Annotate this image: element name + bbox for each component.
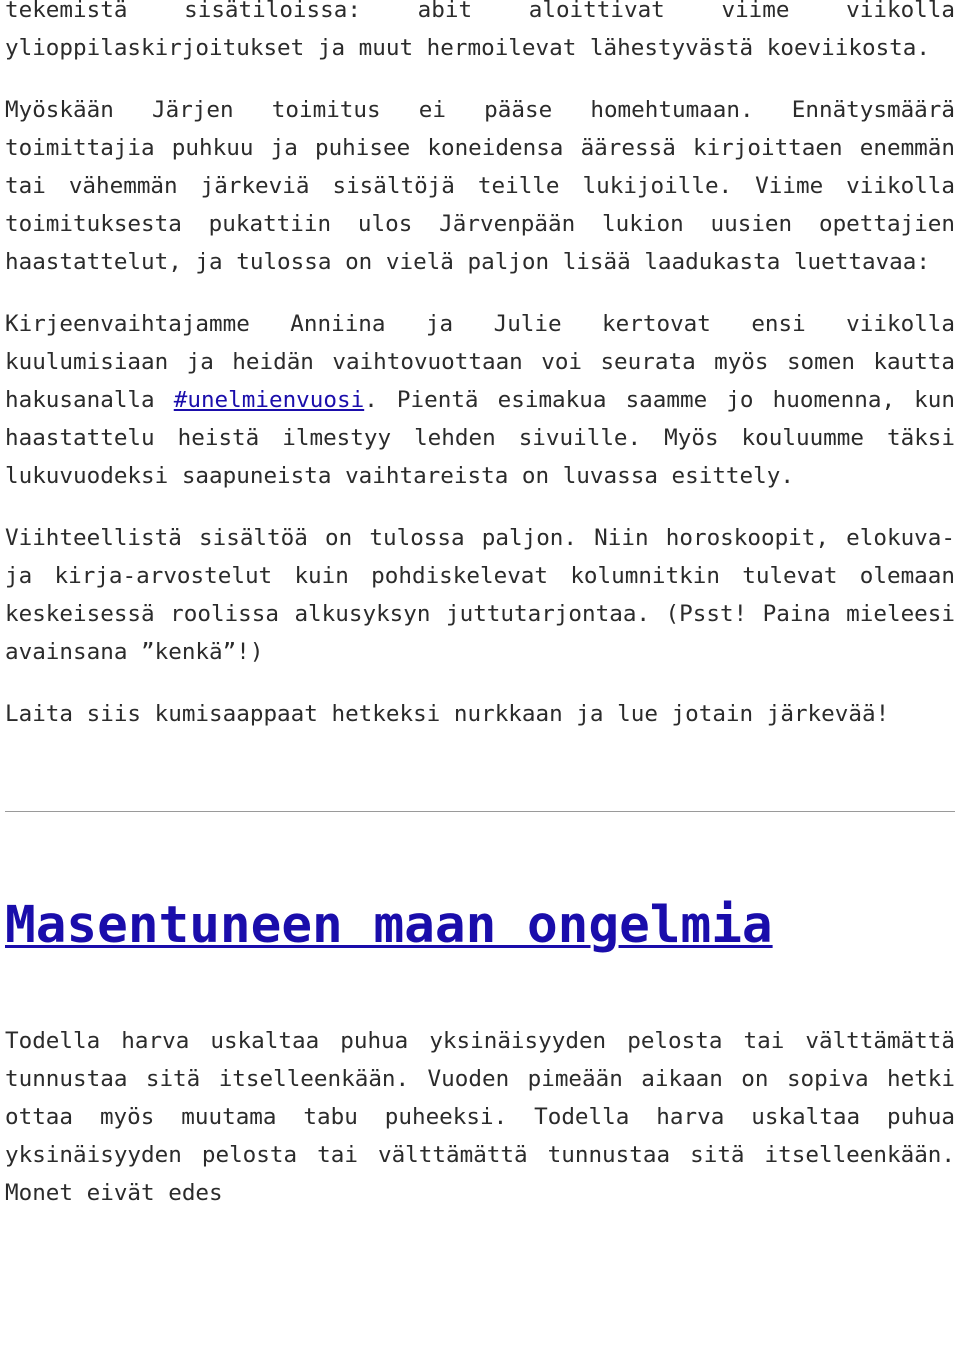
post-masentuneen-maan-ongelmia bbox=[5, 896, 955, 1212]
previous-post-excerpt bbox=[5, 0, 955, 733]
post-divider bbox=[5, 811, 955, 812]
post-body bbox=[5, 1022, 955, 1212]
document bbox=[5, 0, 955, 1236]
post-paragraph: Todella harva uskaltaa puhua yksinäisyyden pelosta tai välttämättä tunnustaa sitä itselleenkään. Vuoden pimeään aikaan on sopiva hetki ottaa myös muutama tabu puheeksi. Todella harva uskaltaa puhua yksinäisyyden pelosta tai välttämättä tunnustaa sitä itselleenkään. Monet eivät edes bbox=[5, 1028, 955, 1206]
paragraph-entertainment: Viihteellistä sisältöä on tulossa paljon. Niin horoskoopit, elokuva- ja kirja-arvostelut kuin pohdiskelevat kolumnitkin tulevat olemaan keskeisessä roolissa alkusyksyn juttutarjontaa. (Psst! Paina mieleesi avainsana ”kenkä”!) bbox=[5, 525, 955, 665]
paragraph-correspondents-text-start: Kirjeenvaihtajamme Anniina ja Julie kertovat ensi viikolla kuulumisiaan ja heidän vaihtovuottaan voi seurata myös somen kautta hakusanalla bbox=[5, 311, 955, 413]
paragraph-correspondents-text-end: . Pientä esimakua saamme jo huomenna, kun haastattelu heistä ilmestyy lehden sivuille. Myös kouluumme täksi lukuvuodeksi saapuneista vaihtareista on luvassa esittely. bbox=[5, 387, 955, 489]
paragraph-intro: tekemistä sisätiloissa: abit aloittivat viime viikolla ylioppilaskirjoitukset ja muut hermoilevat lähestyvästä koeviikosta. bbox=[5, 0, 955, 61]
post-title bbox=[5, 896, 955, 956]
paragraph-closing: Laita siis kumisaappaat hetkeksi nurkkaan ja lue jotain järkevää! bbox=[5, 701, 890, 727]
paragraph-editorial-team: Myöskään Järjen toimitus ei pääse homehtumaan. Ennätysmäärä toimittajia puhkuu ja puhisee koneidensa ääressä kirjoittaen enemmän tai vähemmän järkeviä sisältöjä teille lukijoille. Viime viikolla toimituksesta pukattiin ulos Järvenpään lukion uusien opettajien haastattelut, ja tulossa on vielä paljon lisää laadukasta luettavaa: bbox=[5, 97, 955, 275]
paragraph-correspondents bbox=[5, 305, 955, 495]
post-title-link[interactable]: Masentuneen maan ongelmia bbox=[5, 896, 773, 955]
hashtag-link-unelmienvuosi[interactable]: #unelmienvuosi bbox=[173, 387, 365, 413]
